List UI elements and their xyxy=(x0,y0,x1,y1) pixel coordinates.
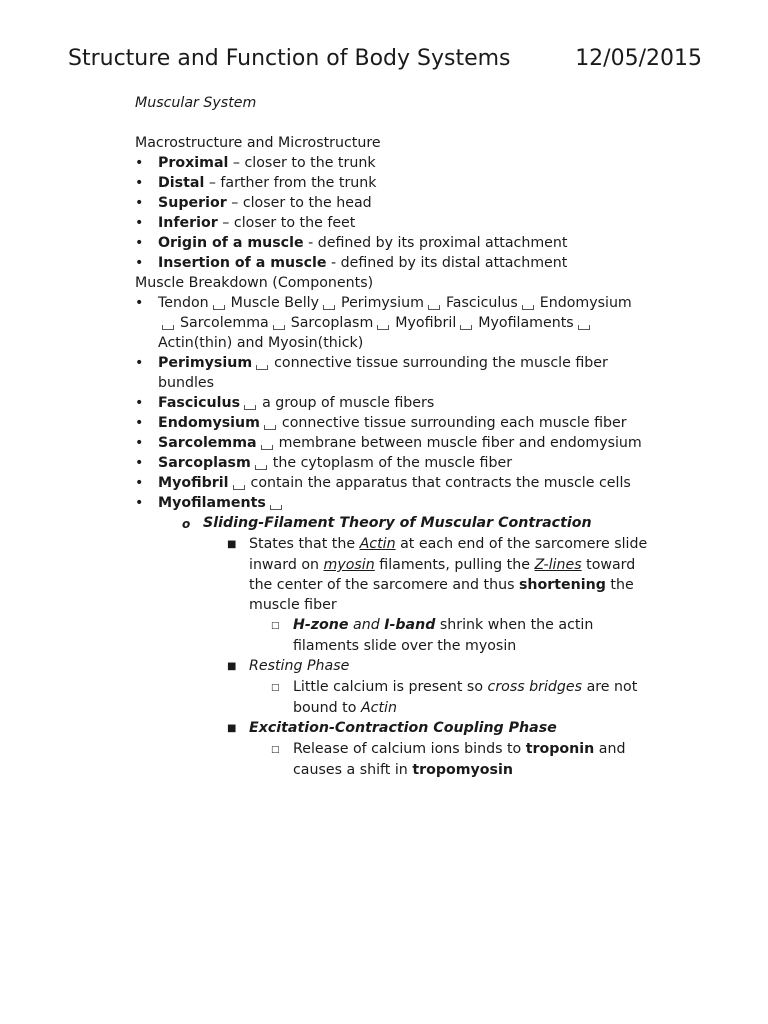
list-item: ■ Resting Phase xyxy=(227,658,350,674)
document-date: 12/05/2015 xyxy=(575,46,702,71)
document-body xyxy=(135,93,695,780)
list-item: • Sarcolemma membrane between muscle fiber and endomysium xyxy=(135,435,642,451)
list-item: • Origin of a muscle - defined by its proximal attachment xyxy=(135,235,568,251)
dash-glyph xyxy=(213,305,225,310)
list-item: ■ States that the Actin at each end of the sarcomere slide xyxy=(227,536,648,552)
dash-glyph xyxy=(270,505,282,510)
list-item: • Superior – closer to the head xyxy=(135,195,372,211)
list-item: • Inferior – closer to the feet xyxy=(135,215,356,231)
dash-glyph xyxy=(273,325,285,330)
list-item: • Distal – farther from the trunk xyxy=(135,175,377,191)
list-item: • Insertion of a muscle - defined by its distal attachment xyxy=(135,255,568,271)
dash-glyph xyxy=(162,325,174,330)
macro-heading: Macrostructure and Microstructure xyxy=(135,135,381,151)
dash-glyph xyxy=(377,325,389,330)
document-header xyxy=(68,46,702,71)
dash-glyph xyxy=(578,325,590,330)
dash-glyph xyxy=(264,425,276,430)
list-item: • Myofibril contain the apparatus that contracts the muscle cells xyxy=(135,475,631,491)
list-item: • Perimysium connective tissue surrounding the muscle fiber xyxy=(135,355,608,371)
list-item: □ H-zone and I-band shrink when the actin xyxy=(271,617,594,633)
dash-glyph xyxy=(460,325,472,330)
dash-glyph xyxy=(522,305,534,310)
component-list: • Perimysium connective tissue surrounding the muscle fiber bundles • Fasciculus a group of muscle fibers • Endomysium connective tissue surrounding each muscle fiber • Sarcolemma membrane between muscle fiber and endomysium • Sarcoplasm the cytoplasm of the muscle fiber • Myofibril contain the apparatus that contracts the muscle cells • Myofilaments xyxy=(135,353,695,513)
list-item: • Myofilaments xyxy=(135,493,695,513)
list-item: □ Release of calcium ions binds to troponin and xyxy=(271,741,626,757)
list-item: • Fasciculus a group of muscle fibers xyxy=(135,395,435,411)
list-item: ■ Excitation-Contraction Coupling Phase xyxy=(227,720,557,736)
section-heading: Muscular System xyxy=(135,95,257,111)
dash-glyph xyxy=(233,485,245,490)
dash-glyph xyxy=(244,405,256,410)
list-item: o Sliding-Filament Theory of Muscular Contraction xyxy=(182,515,592,531)
document-title: Structure and Function of Body Systems xyxy=(68,46,511,71)
dash-glyph xyxy=(323,305,335,310)
list-item: □ Little calcium is present so cross bridges are not xyxy=(271,679,638,695)
dash-glyph xyxy=(428,305,440,310)
list-item: • Sarcoplasm the cytoplasm of the muscle fiber xyxy=(135,455,513,471)
breakdown-heading: Muscle Breakdown (Components) xyxy=(135,275,374,291)
component-chain: • Tendon Muscle Belly Perimysium Fasciculus Endomysium Sarcolemma Sarcoplasm Myofibril Myofilaments Actin(thin) and Myosin(thick) xyxy=(135,295,632,351)
list-item: • Proximal – closer to the trunk xyxy=(135,155,376,171)
dash-glyph xyxy=(255,465,267,470)
macro-list xyxy=(135,153,695,273)
sliding-filament-section: o Sliding-Filament Theory of Muscular Contraction ■ States that the Actin at each end of the sarcomere slide inward on myosin filaments, pulling the Z-lines toward the center of the sarcomere and thus shortening the muscle fiber □ H-zone and I-band shrink when the actin filaments slide over the myosin ■ Resting Phase □ Little calcium is present so cross bridges are not bound to Actin ■ Excitation-Contraction Coupling Phase □ Release of calcium ions binds to troponin and causes a shift in tropomyosin xyxy=(135,513,695,780)
dash-glyph xyxy=(261,445,273,450)
list-item: • Endomysium connective tissue surrounding each muscle fiber xyxy=(135,415,627,431)
dash-glyph xyxy=(256,365,268,370)
